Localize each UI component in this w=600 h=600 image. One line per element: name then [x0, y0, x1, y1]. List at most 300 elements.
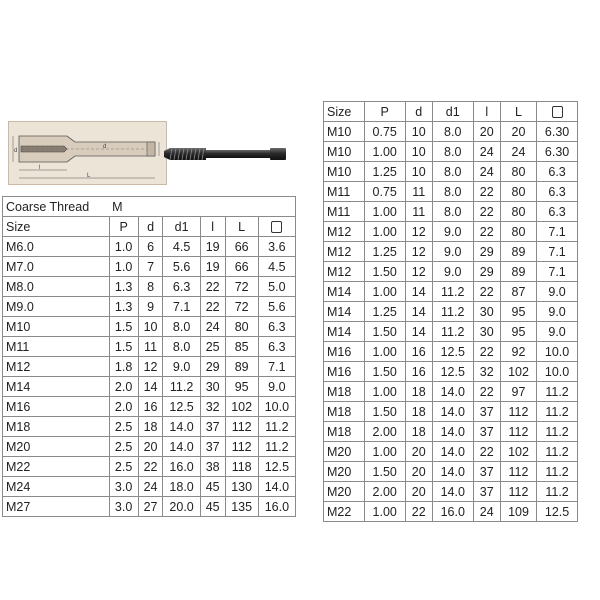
table-cell: M27	[3, 497, 110, 517]
table-cell: 20	[405, 462, 432, 482]
table-cell: 45	[200, 477, 225, 497]
table-cell: 1.3	[109, 277, 138, 297]
table-cell: 1.25	[364, 302, 405, 322]
table-cell: 80	[500, 202, 536, 222]
table-cell: 6.3	[258, 337, 295, 357]
table-cell: 6.3	[537, 162, 578, 182]
table-cell: 12.5	[432, 342, 473, 362]
table-cell: 22	[473, 382, 500, 402]
table-cell: 89	[500, 262, 536, 282]
table-cell: M12	[324, 242, 365, 262]
table-cell: 9.0	[432, 222, 473, 242]
table-cell: 5.6	[258, 297, 295, 317]
table-cell: 29	[200, 357, 225, 377]
table-cell: 20	[473, 122, 500, 142]
table-cell: 112	[225, 417, 258, 437]
dim-label-d: d	[14, 148, 18, 154]
dim-label-l: l	[39, 165, 41, 171]
header-cell: L	[500, 102, 536, 122]
table-cell: M14	[324, 282, 365, 302]
header-cell: L	[225, 217, 258, 237]
table-cell: M11	[3, 337, 110, 357]
table-row	[324, 442, 578, 462]
table-cell: 1.50	[364, 262, 405, 282]
table-cell: M22	[324, 502, 365, 522]
table-row	[324, 322, 578, 342]
table-cell: 8.0	[163, 317, 200, 337]
table-cell: M20	[324, 482, 365, 502]
table-cell: 102	[225, 397, 258, 417]
table-cell: M20	[324, 462, 365, 482]
table-cell: 11	[405, 202, 432, 222]
table-cell: M9.0	[3, 297, 110, 317]
table-cell: M6.0	[3, 237, 110, 257]
table-cell: 135	[225, 497, 258, 517]
table-cell: 102	[500, 362, 536, 382]
table-cell: 7.1	[258, 357, 295, 377]
table-cell: 11.2	[432, 282, 473, 302]
table-cell: 6.30	[537, 142, 578, 162]
table-cell: 14.0	[432, 422, 473, 442]
table-cell: 6.3	[258, 317, 295, 337]
dim-label-L: L	[87, 173, 91, 179]
table-cell: 22	[473, 222, 500, 242]
table-cell: M11	[324, 202, 365, 222]
table-cell: 6	[138, 237, 163, 257]
table-cell: 16	[405, 342, 432, 362]
table-cell: 2.5	[109, 437, 138, 457]
table-cell: 1.00	[364, 442, 405, 462]
header-row	[3, 217, 296, 237]
table-cell: 11.2	[537, 382, 578, 402]
coarse-thread-table	[2, 196, 296, 517]
table-cell: M18	[324, 422, 365, 442]
table-cell: 1.0	[109, 237, 138, 257]
table-cell: 9.0	[537, 322, 578, 342]
table-cell: 1.0	[109, 257, 138, 277]
table-cell: 1.00	[364, 282, 405, 302]
table-cell: 8.0	[432, 142, 473, 162]
table-cell: 24	[200, 317, 225, 337]
table-cell: 22	[473, 342, 500, 362]
table-cell: 97	[500, 382, 536, 402]
table-cell: 8	[138, 277, 163, 297]
table-cell: 4.5	[163, 237, 200, 257]
table-row	[324, 402, 578, 422]
table-row	[3, 297, 296, 317]
table-cell: 14.0	[163, 437, 200, 457]
table-cell: 7.1	[537, 242, 578, 262]
table-cell: 12.5	[163, 397, 200, 417]
table-cell: 102	[500, 442, 536, 462]
table-cell: 2.0	[109, 377, 138, 397]
table-cell: 30	[473, 322, 500, 342]
table-cell: 14.0	[432, 382, 473, 402]
table-cell: 7.1	[537, 262, 578, 282]
table-row	[324, 422, 578, 442]
table-cell: 32	[473, 362, 500, 382]
table-cell: 9.0	[163, 357, 200, 377]
header-cell: d	[138, 217, 163, 237]
table-cell: 11.2	[537, 422, 578, 442]
table-cell: 20	[405, 442, 432, 462]
table-row	[3, 497, 296, 517]
table-cell: 1.5	[109, 337, 138, 357]
table-cell: 1.50	[364, 402, 405, 422]
table-cell: M16	[324, 342, 365, 362]
table-cell: 37	[473, 462, 500, 482]
table-cell: 20.0	[163, 497, 200, 517]
table-cell: M10	[324, 162, 365, 182]
table-cell: 2.5	[109, 417, 138, 437]
table-cell: 22	[200, 277, 225, 297]
table-cell: 10.0	[537, 342, 578, 362]
table-row	[324, 302, 578, 322]
header-cell: Size	[324, 102, 365, 122]
table-cell: 9.0	[432, 242, 473, 262]
table-cell: M16	[3, 397, 110, 417]
table-cell: 1.50	[364, 322, 405, 342]
table-cell: 10	[405, 162, 432, 182]
table-cell: 1.3	[109, 297, 138, 317]
table-cell: 24	[473, 162, 500, 182]
table-cell: 1.8	[109, 357, 138, 377]
table-cell: 80	[500, 182, 536, 202]
table-cell: 37	[473, 422, 500, 442]
table-row	[324, 222, 578, 242]
table-cell: 10.0	[258, 397, 295, 417]
header-cell: d1	[163, 217, 200, 237]
table-cell: 22	[473, 442, 500, 462]
table-row	[324, 122, 578, 142]
table-cell: 32	[200, 397, 225, 417]
table-cell: 1.50	[364, 462, 405, 482]
table-cell: 1.25	[364, 242, 405, 262]
table-cell: 19	[200, 257, 225, 277]
table-cell: 6.3	[163, 277, 200, 297]
table-cell: 7	[138, 257, 163, 277]
header-square-size	[258, 217, 295, 237]
table-cell: 95	[500, 322, 536, 342]
table-cell: 6.30	[537, 122, 578, 142]
table-cell: 9.0	[258, 377, 295, 397]
table-cell: 20	[405, 482, 432, 502]
coarse-thread-table-body	[3, 197, 296, 517]
header-cell: l	[473, 102, 500, 122]
table-row	[3, 357, 296, 377]
table-cell: 8.0	[432, 202, 473, 222]
table-cell: 14	[138, 377, 163, 397]
table-cell: 27	[138, 497, 163, 517]
table-row	[324, 262, 578, 282]
table-cell: 20	[138, 437, 163, 457]
table-cell: 66	[225, 237, 258, 257]
table-cell: 22	[405, 502, 432, 522]
table-cell: 1.00	[364, 202, 405, 222]
table-cell: M20	[3, 437, 110, 457]
table-cell: M7.0	[3, 257, 110, 277]
table-cell: 3.0	[109, 497, 138, 517]
table-cell: 95	[500, 302, 536, 322]
table-cell: 37	[200, 417, 225, 437]
table-cell: 3.0	[109, 477, 138, 497]
table-cell: 11	[405, 182, 432, 202]
table-cell: 11.2	[537, 402, 578, 422]
table-cell: 11.2	[537, 482, 578, 502]
table-cell: 29	[473, 242, 500, 262]
table-cell: 85	[225, 337, 258, 357]
table-cell: 30	[200, 377, 225, 397]
table-cell: 11.2	[432, 322, 473, 342]
table-row	[3, 397, 296, 417]
table-cell: 12.5	[537, 502, 578, 522]
table-cell: 18	[405, 422, 432, 442]
table-cell: M10	[324, 122, 365, 142]
table-cell: 5.0	[258, 277, 295, 297]
table-cell: 29	[473, 262, 500, 282]
table-cell: 9.0	[432, 262, 473, 282]
table-row	[324, 282, 578, 302]
table-cell: 112	[225, 437, 258, 457]
table-cell: 1.00	[364, 502, 405, 522]
table-cell: 12	[405, 262, 432, 282]
table-row	[324, 182, 578, 202]
header-square-size	[537, 102, 578, 122]
tap-dimension-drawing	[8, 121, 167, 185]
table-cell: 12	[138, 357, 163, 377]
square-icon	[271, 221, 282, 233]
table-cell: 12	[405, 222, 432, 242]
table-row	[3, 457, 296, 477]
table-cell: 6.3	[537, 182, 578, 202]
table-cell: 8.0	[163, 337, 200, 357]
table-cell: M10	[3, 317, 110, 337]
table-cell: 9	[138, 297, 163, 317]
tap-photo	[162, 143, 288, 165]
table-cell: 10.0	[537, 362, 578, 382]
table-cell: 18	[405, 402, 432, 422]
table-cell: 22	[473, 282, 500, 302]
table-caption: Coarse Thread	[3, 197, 110, 217]
table-cell: 24	[473, 502, 500, 522]
table-cell: 80	[500, 222, 536, 242]
table-row	[3, 337, 296, 357]
table-cell: 14	[405, 302, 432, 322]
table-cell: 9.0	[537, 282, 578, 302]
table-cell: 16.0	[258, 497, 295, 517]
table-cell: 1.00	[364, 142, 405, 162]
table-cell: 2.00	[364, 422, 405, 442]
table-cell: 5.6	[163, 257, 200, 277]
table-cell: M18	[3, 417, 110, 437]
table-cell: 1.50	[364, 362, 405, 382]
table-cell: 38	[200, 457, 225, 477]
table-row	[324, 382, 578, 402]
table-row	[324, 202, 578, 222]
table-cell: 2.00	[364, 482, 405, 502]
table-cell: 12.5	[432, 362, 473, 382]
tap-drawing-svg	[9, 122, 166, 184]
table-cell: M16	[324, 362, 365, 382]
table-cell: 14.0	[258, 477, 295, 497]
table-cell: 24	[138, 477, 163, 497]
table-cell: 14.0	[432, 482, 473, 502]
fine-thread-table-body	[324, 102, 578, 522]
table-row	[3, 237, 296, 257]
table-cell: M11	[324, 182, 365, 202]
table-cell: 1.00	[364, 382, 405, 402]
table-cell: 22	[473, 182, 500, 202]
table-cell: 87	[500, 282, 536, 302]
table-row	[324, 502, 578, 522]
table-row	[3, 477, 296, 497]
table-cell: 80	[500, 162, 536, 182]
table-row	[3, 257, 296, 277]
table-cell: 37	[473, 482, 500, 502]
table-row	[3, 417, 296, 437]
table-cell: 95	[225, 377, 258, 397]
table-cell: 25	[200, 337, 225, 357]
table-cell: 9.0	[537, 302, 578, 322]
table-cell: 12	[405, 242, 432, 262]
table-cell: 66	[225, 257, 258, 277]
table-row	[324, 462, 578, 482]
table-cell: 14	[405, 322, 432, 342]
table-cell: 22	[473, 202, 500, 222]
table-cell: 6.3	[537, 202, 578, 222]
table-row	[324, 342, 578, 362]
table-cell: 112	[500, 422, 536, 442]
table-cell: 89	[225, 357, 258, 377]
table-cell: 24	[473, 142, 500, 162]
table-row	[3, 317, 296, 337]
table-cell: 10	[405, 142, 432, 162]
table-cell: 0.75	[364, 122, 405, 142]
table-cell: 112	[500, 402, 536, 422]
table-cell: 2.0	[109, 397, 138, 417]
table-caption-m: M	[109, 197, 295, 217]
table-cell: M12	[3, 357, 110, 377]
table-cell: M22	[3, 457, 110, 477]
table-cell: M14	[324, 322, 365, 342]
table-cell: 89	[500, 242, 536, 262]
fine-thread-table	[323, 101, 578, 522]
header-row	[324, 102, 578, 122]
header-cell: P	[364, 102, 405, 122]
header-cell: l	[200, 217, 225, 237]
table-row	[324, 162, 578, 182]
table-row	[3, 277, 296, 297]
table-cell: 8.0	[432, 162, 473, 182]
tap-photo-svg	[162, 143, 288, 165]
table-cell: 8.0	[432, 182, 473, 202]
table-cell: 7.1	[537, 222, 578, 242]
table-cell: 3.6	[258, 237, 295, 257]
header-cell: Size	[3, 217, 110, 237]
table-cell: 14.0	[432, 442, 473, 462]
table-cell: 11.2	[163, 377, 200, 397]
table-row	[3, 377, 296, 397]
table-cell: M8.0	[3, 277, 110, 297]
table-cell: 12.5	[258, 457, 295, 477]
table-cell: M18	[324, 382, 365, 402]
table-row	[324, 482, 578, 502]
table-cell: 10	[138, 317, 163, 337]
table-cell: 1.00	[364, 342, 405, 362]
table-cell: 20	[500, 122, 536, 142]
table-row	[324, 142, 578, 162]
table-cell: 16	[405, 362, 432, 382]
table-cell: 1.00	[364, 222, 405, 242]
table-cell: 14	[405, 282, 432, 302]
table-cell: 109	[500, 502, 536, 522]
table-cell: 14.0	[432, 462, 473, 482]
header-cell: d	[405, 102, 432, 122]
table-cell: 118	[225, 457, 258, 477]
caption-row	[3, 197, 296, 217]
table-cell: M14	[324, 302, 365, 322]
table-cell: 45	[200, 497, 225, 517]
table-row	[324, 242, 578, 262]
table-cell: 19	[200, 237, 225, 257]
table-cell: 8.0	[432, 122, 473, 142]
table-cell: 37	[200, 437, 225, 457]
table-cell: 16.0	[163, 457, 200, 477]
table-cell: 37	[473, 402, 500, 422]
table-cell: M12	[324, 262, 365, 282]
table-cell: 14.0	[432, 402, 473, 422]
table-cell: 92	[500, 342, 536, 362]
table-cell: 1.25	[364, 162, 405, 182]
table-cell: 0.75	[364, 182, 405, 202]
table-cell: 11.2	[258, 437, 295, 457]
table-cell: M24	[3, 477, 110, 497]
table-cell: 30	[473, 302, 500, 322]
table-cell: 112	[500, 482, 536, 502]
table-cell: M12	[324, 222, 365, 242]
table-cell: 80	[225, 317, 258, 337]
table-cell: 11.2	[537, 442, 578, 462]
table-cell: 11	[138, 337, 163, 357]
table-cell: M18	[324, 402, 365, 422]
table-row	[324, 362, 578, 382]
dim-label-d1: d	[103, 144, 107, 150]
header-cell: d1	[432, 102, 473, 122]
table-cell: 7.1	[163, 297, 200, 317]
table-cell: 112	[500, 462, 536, 482]
header-cell: P	[109, 217, 138, 237]
table-cell: 16	[138, 397, 163, 417]
table-cell: M14	[3, 377, 110, 397]
table-cell: 11.2	[258, 417, 295, 437]
table-row	[3, 437, 296, 457]
table-cell: 18	[405, 382, 432, 402]
table-cell: 11.2	[432, 302, 473, 322]
table-cell: 11.2	[537, 462, 578, 482]
table-cell: M20	[324, 442, 365, 462]
table-cell: 72	[225, 277, 258, 297]
table-cell: 1.5	[109, 317, 138, 337]
table-cell: 18	[138, 417, 163, 437]
table-cell: 22	[200, 297, 225, 317]
table-cell: 18.0	[163, 477, 200, 497]
table-cell: 2.5	[109, 457, 138, 477]
table-cell: 72	[225, 297, 258, 317]
square-icon	[552, 106, 563, 118]
table-cell: 4.5	[258, 257, 295, 277]
table-cell: 22	[138, 457, 163, 477]
table-cell: 130	[225, 477, 258, 497]
